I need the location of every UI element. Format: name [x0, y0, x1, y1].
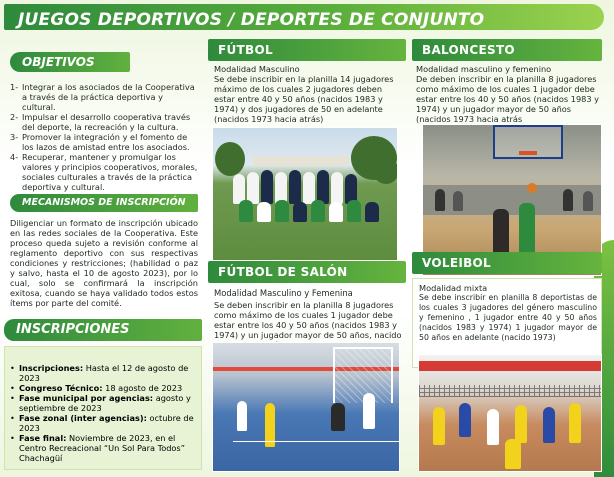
inscripcion-item: • Congreso Técnico: 18 agosto de 2023 — [9, 383, 197, 393]
inscripcion-item: • Fase municipal por agencias: agosto y septiembre de 2023 — [9, 393, 197, 413]
inscripciones-list — [9, 363, 197, 463]
futbol-salon-photo — [212, 342, 400, 472]
inscripcion-item: • Inscripciones: Hasta el 12 de agosto de 2023 — [9, 363, 197, 383]
voleibol-modalidad: Modalidad mixta — [419, 283, 488, 293]
futbol-text: Se debe inscribir en la planilla 14 jugadores máximo de los cuales 2 jugadores deben estar entre 40 y 50 años (nacidos 1983 y 1974) y dos jugadores de 50 en adelante (nacidos 1973 hacia atrás) — [214, 74, 394, 124]
futbol-salon-modalidad: Modalidad Masculino y Femenina — [214, 288, 353, 298]
inscripciones-box — [4, 346, 202, 470]
page-title: JUEGOS DEPORTIVOS / DEPORTES DE CONJUNTO — [18, 10, 485, 30]
baloncesto-heading: BALONCESTO — [412, 39, 602, 61]
middle-column — [208, 36, 406, 472]
futbol-salon-heading: FÚTBOL DE SALÓN — [208, 261, 406, 283]
voleibol-text: Se debe inscribir en planilla 8 deportistas de los cuales 3 jugadores del género masculino y femenino , 1 jugador entre 40 y 50 años (nacidos 1983 y 1974) 1 jugador mayor de 50 años en adelante (nacido 1973) — [419, 293, 597, 342]
futbol-team-photo — [212, 127, 398, 261]
mecanismos-heading: MECANISMOS DE INSCRIPCIÓN — [10, 194, 198, 212]
objetivo-item: 4- Recuperar, mantener y promulgar los valores y principios cooperativos, morales, sociales culturales a través de la práctica deportiva y cultural. — [10, 152, 198, 192]
futbol-salon-text: Se deben inscribir en la planilla 8 jugadores como máximo de los cuales 1 jugador debe estar entre los 40 y 50 años (nacidos 1983 y 1974) y un jugador mayor de 50 años, nacido — [214, 300, 402, 340]
right-column — [412, 36, 610, 472]
left-column — [4, 48, 202, 474]
futbol-heading: FÚTBOL — [208, 39, 406, 61]
objetivos-list — [10, 82, 198, 192]
futbol-modalidad: Modalidad Masculino — [214, 64, 300, 74]
inscripcion-item: • Fase final: Noviembre de 2023, en el Centro Recreacional “Un Sol Para Todos” Chachagüí — [9, 433, 197, 463]
objetivo-item: 2- Impulsar el desarrollo cooperativa través del deporte, la recreación y la cultura. — [10, 112, 191, 132]
inscripciones-heading: INSCRIPCIONES — [4, 319, 202, 341]
voleibol-heading: VOLEIBOL — [412, 252, 602, 274]
objetivos-heading: OBJETIVOS — [10, 52, 130, 72]
inscripcion-item: • Fase zonal (inter agencias): octubre de 2023 — [9, 413, 197, 433]
title-bar — [4, 4, 604, 30]
baloncesto-text: De deben inscribir en la planilla 8 jugadores como máximo de los cuales 1 jugador debe estar entre los 40 y 50 años (nacidos 1983 y 1974) y un jugador mayor de 50 años (nacidos 1973 hacia atrás — [416, 74, 600, 124]
mecanismos-text: Diligenciar un formato de inscripción ubicado en las redes sociales de la Cooperativa. Este proceso queda sujeto a revisión conforme al reglamento deportivo con sus respectivas condiciones y restricciones; (habilidad o paz y salvo, hasta el 10 de agosto 2023), por lo cual, solo se confirmará la inscripción exitosa, cuando se haya validado todos estos ítems por parte del comité. — [10, 218, 198, 308]
objetivo-item: 1- Integrar a los asociados de la Cooperativa a través de la práctica deportiva y cultural. — [10, 82, 195, 112]
baloncesto-modalidad: Modalidad masculino y femenino — [416, 64, 552, 74]
objetivo-item: 3- Promover la integración y el fomento de los lazos de amistad entre los asociados. — [10, 132, 190, 152]
voleibol-photo — [418, 354, 602, 472]
